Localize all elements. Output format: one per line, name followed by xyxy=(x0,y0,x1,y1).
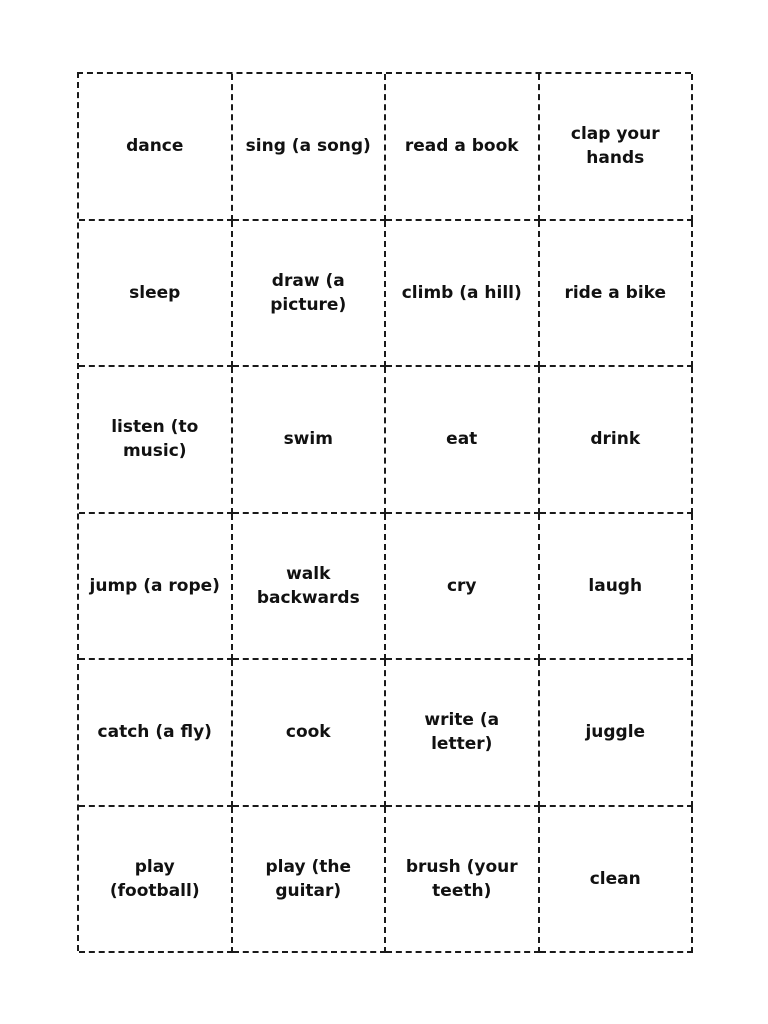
card-dance xyxy=(79,74,233,221)
card-label: jump (a rope) xyxy=(89,575,220,596)
card-label: read a book xyxy=(404,136,519,157)
card-write xyxy=(386,660,540,807)
card-label: sing (a song) xyxy=(245,136,371,157)
card-clap-your-hands xyxy=(540,74,694,221)
card-label: cry xyxy=(446,575,477,596)
card-label: catch (a fly) xyxy=(97,722,212,743)
card-label: play (the guitar) xyxy=(265,856,351,901)
card-label: listen (to music) xyxy=(111,417,199,462)
card-clean xyxy=(540,807,694,954)
card-jump xyxy=(79,514,233,661)
card-sleep xyxy=(79,221,233,368)
card-laugh xyxy=(540,514,694,661)
card-walk-backwards xyxy=(233,514,387,661)
card-cook xyxy=(233,660,387,807)
card-label: dance xyxy=(126,136,184,157)
card-read-a-book xyxy=(386,74,540,221)
card-label: draw (a picture) xyxy=(270,270,347,315)
card-brush-teeth xyxy=(386,807,540,954)
card-label: walk backwards xyxy=(256,563,360,608)
card-label: cook xyxy=(285,722,331,743)
flashcard-grid xyxy=(77,72,691,951)
card-draw xyxy=(233,221,387,368)
card-play-football xyxy=(79,807,233,954)
card-label: clean xyxy=(589,868,641,889)
card-label: juggle xyxy=(585,722,646,743)
card-climb xyxy=(386,221,540,368)
card-label: write (a letter) xyxy=(424,710,500,755)
card-listen xyxy=(79,367,233,514)
card-drink xyxy=(540,367,694,514)
card-label: drink xyxy=(590,429,641,450)
card-swim xyxy=(233,367,387,514)
card-label: laugh xyxy=(588,575,643,596)
card-label: sleep xyxy=(129,282,181,303)
card-label: climb (a hill) xyxy=(401,282,522,303)
card-play-guitar xyxy=(233,807,387,954)
card-juggle xyxy=(540,660,694,807)
card-eat xyxy=(386,367,540,514)
card-label: brush (your teeth) xyxy=(405,856,518,901)
card-label: ride a bike xyxy=(564,282,667,303)
card-label: clap your hands xyxy=(570,124,660,169)
card-label: eat xyxy=(446,429,478,450)
card-cry xyxy=(386,514,540,661)
card-label: swim xyxy=(283,429,333,450)
card-sing xyxy=(233,74,387,221)
card-label: play (football) xyxy=(109,856,200,901)
card-ride-a-bike xyxy=(540,221,694,368)
card-catch xyxy=(79,660,233,807)
